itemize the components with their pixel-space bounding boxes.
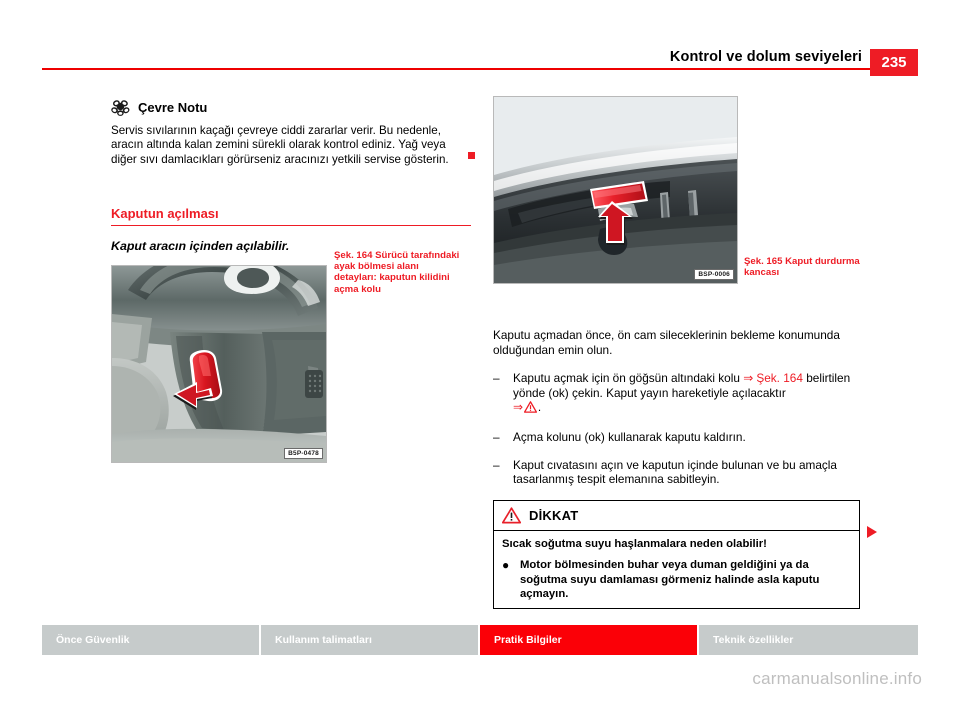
figure-165-caption-text: Kaput durdurma kancası xyxy=(744,256,860,279)
step-3-text: Kaput cıvatasını açın ve kaputun içinde bulunan ve bu amaçla tasarlanmış tespit elemanına sabitleyin. xyxy=(513,457,837,487)
page-title: Kontrol ve dolum seviyeleri xyxy=(669,49,862,65)
figure-165-illustration xyxy=(494,97,737,283)
step-2-text: Açma kolunu (ok) kullanarak kaputu kaldırın. xyxy=(513,429,746,444)
figure-164-caption-text: Sürücü tarafındaki ayak bölmesi alanı detayları: kaputun kilidini açma kolu xyxy=(334,250,460,295)
figure-165-code: BSP-0006 xyxy=(694,269,734,280)
header-divider xyxy=(42,68,918,70)
figure-164-caption-number: Şek. 164 xyxy=(334,250,373,261)
figure-165-caption xyxy=(744,256,864,278)
environment-note xyxy=(111,96,471,167)
warning-box xyxy=(493,500,860,610)
figure-164 xyxy=(111,265,327,463)
warning-triangle-icon xyxy=(502,507,521,524)
warning-box-body xyxy=(494,531,859,609)
section-heading: Kaputun açılması xyxy=(111,206,219,222)
figure-165-caption-number: Şek. 165 xyxy=(744,256,783,267)
step-1-warn-prefix: ⇒ xyxy=(513,400,523,415)
warning-bullet-marker: ● xyxy=(502,558,510,573)
figure-165 xyxy=(493,96,738,284)
hood-open-steps xyxy=(493,371,863,487)
warning-bullet-text: Motor bölmesinden buhar veya duman geldiğini ya da soğutma suyu damlaması görmeniz halinde asla kaputu açmayın. xyxy=(520,559,820,600)
step-2-dash: – xyxy=(493,429,500,444)
step-1-warn-suffix: . xyxy=(537,400,542,415)
warning-triangle-icon-inline xyxy=(524,401,537,417)
step-1-text-after: belirtilen yönde (ok) çekin. Kaput yayın hareketiyle açılacaktır xyxy=(513,371,851,400)
figure-164-caption xyxy=(334,250,460,295)
hood-intro-paragraph: Kaputu açmadan önce, ön cam sileceklerinin bekleme konumunda olduğundan emin olun. xyxy=(493,328,840,357)
step-1 xyxy=(493,371,863,417)
page-number-badge: 235 xyxy=(870,49,918,76)
section-heading-block xyxy=(111,206,471,226)
step-1-crossref[interactable]: ⇒ Şek. 164 xyxy=(743,371,803,386)
site-watermark: carmanualsonline.info xyxy=(752,669,922,688)
step-3-dash: – xyxy=(493,457,500,472)
note-end-marker xyxy=(468,152,475,159)
warning-box-header xyxy=(494,501,859,531)
warning-lead-text: Sıcak soğutma suyu haşlanmalara neden olabilir! xyxy=(502,537,767,550)
step-1-body xyxy=(513,371,863,417)
left-column xyxy=(111,96,471,463)
nav-item-pratik-bilgiler[interactable]: Pratik Bilgiler xyxy=(480,625,699,655)
nav-item-onceguvenlik[interactable]: Önce Güvenlik xyxy=(42,625,261,655)
note-header xyxy=(111,96,471,118)
nav-item-teknik-ozellikler[interactable]: Teknik özellikler xyxy=(699,625,918,655)
step-1-dash: – xyxy=(493,371,500,386)
footer-navigation xyxy=(42,625,918,655)
section-subtitle: Kaput aracın içinden açılabilir. xyxy=(111,239,290,254)
warning-bullet-row xyxy=(502,558,851,601)
step-3 xyxy=(493,458,863,487)
flower-icon xyxy=(111,98,130,116)
right-column xyxy=(493,96,863,609)
continue-arrow-icon xyxy=(866,525,878,539)
step-1-text-before: Kaputu açmak için ön göğsün altındaki kolu xyxy=(513,371,740,386)
section-heading-rule xyxy=(111,225,471,226)
step-2 xyxy=(493,430,863,445)
note-body-text: Servis sıvılarının kaçağı çevreye ciddi zararlar verir. Bu nedenle, aracın altında kalan zemini sürekli olarak kontrol ediniz. Yağ veya diğer sıvı damlacıkları görürseniz aracınızı yetkili servise gösterin. xyxy=(111,124,449,166)
figure-164-illustration xyxy=(112,266,326,462)
figure-164-code: B5P-0478 xyxy=(284,448,323,459)
warning-box-title: DİKKAT xyxy=(529,508,579,524)
note-title: Çevre Notu xyxy=(138,99,208,115)
nav-item-kullanim-talimatlari[interactable]: Kullanım talimatları xyxy=(261,625,480,655)
page-header xyxy=(42,42,918,70)
